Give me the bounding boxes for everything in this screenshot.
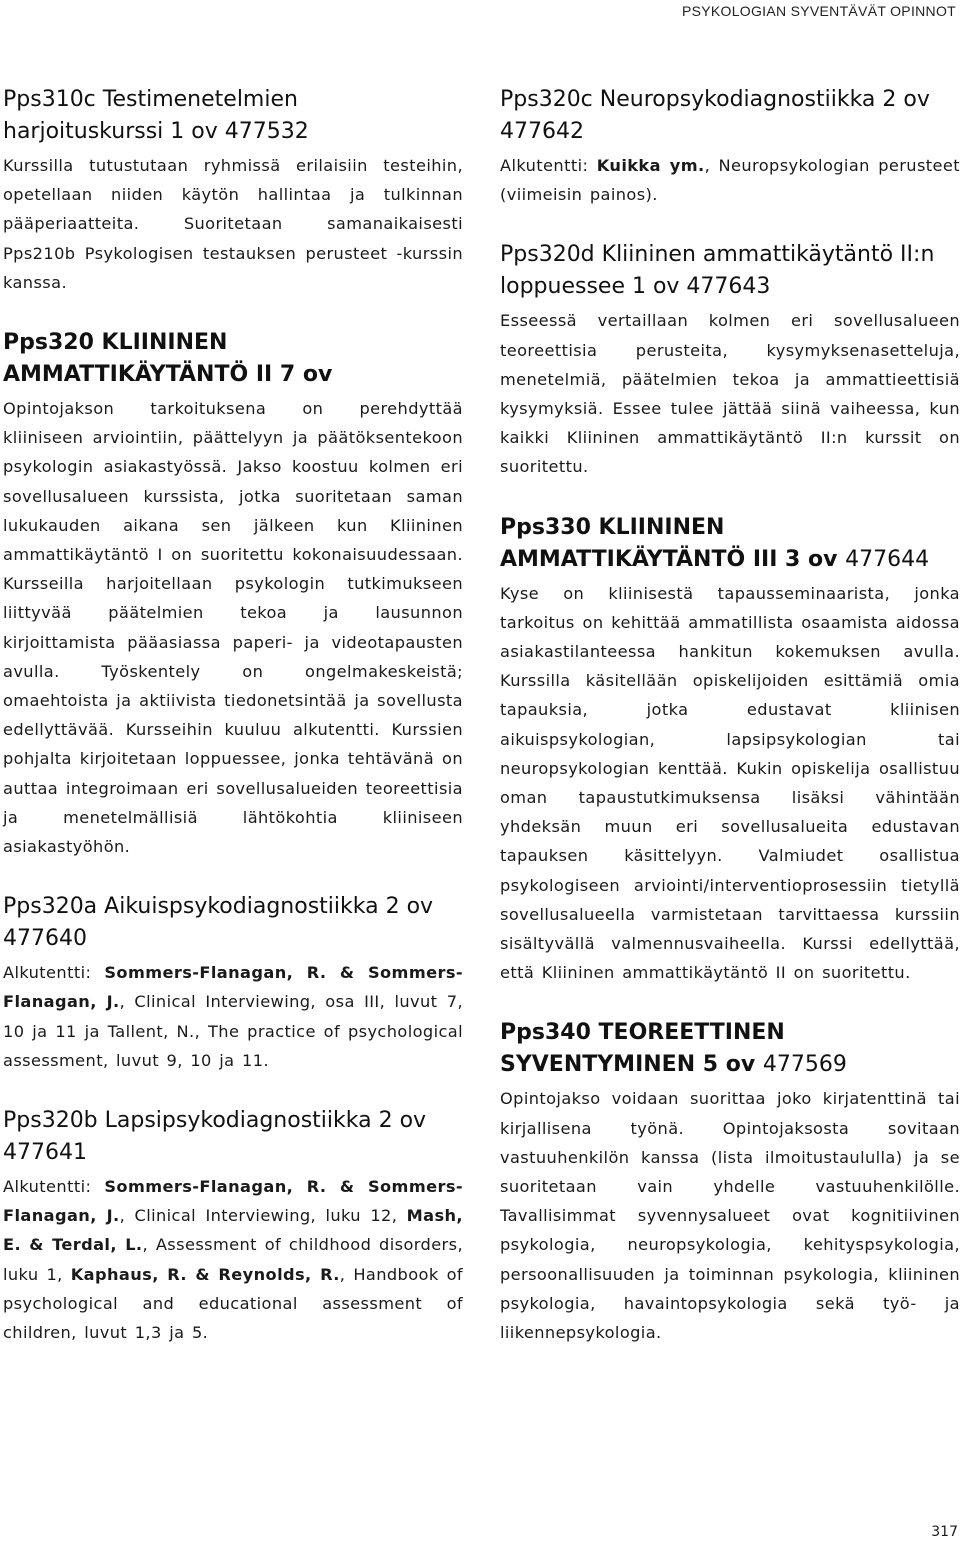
course-title [500, 512, 960, 576]
left-column [3, 84, 463, 1377]
course-title: Pps310c Testimenetelmien harjoituskurssi 1 ov 477532 [3, 87, 309, 144]
right-column [500, 84, 960, 1377]
exam-literature [3, 958, 463, 1075]
reference-text: , Handbook of psychological and educational assessment of children, luvut 1,3 ja 5. [3, 1264, 464, 1343]
course-pps320c [500, 84, 960, 209]
course-title: Pps320a Aikuispsykodiagnostiikka 2 ov 477640 [3, 894, 434, 952]
page-number: 317 [931, 1524, 958, 1540]
course-description: Opintojakso voidaan suorittaa joko kirjatenttinä tai kirjallisena työnä. Opintojaksosta sovitaan vastuuhenkilön kanssa (lista ilmoitustaululla) ja se suoritetaan vain yhdelle vastuuhenkilölle. Tavallisimmat syvennysalueet ovat kognitiivinen psykologia, neuropsykologia, kehityspsykologia, persoonallisuuden ja toiminnan psykologia, kliininen psykologia, havaintopsykologia sekä työ- ja liikennepsykologia. [500, 1089, 960, 1343]
exam-literature [3, 1172, 463, 1347]
course-title: Pps320d Kliininen ammattikäytäntö II:n loppuessee 1 ov 477643 [500, 242, 935, 300]
course-description: Esseessä vertaillaan kolmen eri sovellusalueen teoreettisia perusteita, kysymyksenasetteluja, menetelmiä, päätelmien tekoa ja ammattieettisiä kysymyksiä. Essee tulee jättää siinä vaiheessa, kun kaikki Kliininen ammattikäytäntö II:n kurssit on suoritettu. [500, 311, 960, 477]
course-pps320b [3, 1105, 463, 1347]
exam-literature [500, 151, 960, 209]
exam-label: Alkutentti: [500, 156, 589, 175]
course-code: 477569 [762, 1052, 847, 1078]
course-pps340 [500, 1017, 960, 1347]
reference-text: , Clinical Interviewing, luku 12, [119, 1206, 407, 1226]
course-title-text: Pps330 KLIININEN AMMATTIKÄYTÄNTÖ III 3 ov [500, 514, 838, 572]
course-pps320d [500, 239, 960, 481]
reference-text: , Neuropsykologian perusteet (viimeisin painos). [500, 156, 960, 205]
course-code: 477644 [845, 546, 930, 572]
course-pps320 [3, 327, 463, 861]
author-name: Sommers-Flanagan, R. & Sommers-Flanagan, J. [3, 1177, 463, 1226]
author-name: Mash, E. & Terdal, L. [3, 1206, 463, 1255]
course-description: Kurssilla tutustutaan ryhmissä erilaisiin testeihin, opetellaan niiden käytön hallintaa ja tulkinnan pääperiaatteita. Suoritetaan samanaikaisesti Pps210b Psykologisen testauksen perusteet -kurssin kanssa. [3, 156, 463, 292]
running-header: PSYKOLOGIAN SYVENTÄVÄT OPINNOT [681, 3, 956, 19]
reference-text: , Clinical Interviewing, osa III, luvut 7, 10 ja 11 ja Tallent, N., The practice of psychological assessment, luvut 9, 10 ja 11. [3, 992, 463, 1070]
course-title-text: Pps340 TEOREETTINEN SYVENTYMINEN 5 ov [500, 1020, 785, 1078]
author-name: Kuikka ym. [596, 156, 705, 175]
reference-text: , Assessment of childhood disorders, luku 1, [3, 1235, 463, 1284]
course-title: Pps320b Lapsipsykodiagnostiikka 2 ov 477641 [3, 1108, 427, 1166]
course-pps310c [3, 84, 463, 297]
course-description: Opintojakson tarkoituksena on perehdyttää kliiniseen arviointiin, päättelyyn ja päätöksentekoon psykologin asiakastyössä. Jakso koostuu kolmen eri sovellusalueen kurssista, jotka suoritetaan saman lukukauden aikana sen jälkeen kun Kliininen ammattikäytäntö I on suoritettu kokonaisuudessaan. Kursseilla harjoitellaan psykologin tutkimukseen liittyvää päätelmien tekoa ja lausunnon kirjoittamista pääasiassa paperi- ja videotapausten avulla. Työskentely on ongelmakeskeistä; omaehtoista ja aktiivista tiedonetsintää ja sovellusta edellyttävää. Kursseihin kuuluu alkutentti. Kurssien pohjalta kirjoitetaan loppuessee, jonka tehtävänä on auttaa integroimaan eri sovellusalueiden teoreettisia ja menetelmällisiä lähtökohtia kliiniseen asiakastyöhön. [3, 399, 463, 857]
author-name: Sommers-Flanagan, R. & Sommers-Flanagan, J. [3, 963, 463, 1012]
course-pps320a [3, 891, 463, 1075]
course-title [500, 1017, 960, 1081]
author-name: Kaphaus, R. & Reynolds, R. [70, 1264, 340, 1284]
course-pps330 [500, 512, 960, 988]
course-title: Pps320 KLIININEN AMMATTIKÄYTÄNTÖ II 7 ov [3, 330, 333, 388]
course-title: Pps320c Neuropsykodiagnostiikka 2 ov 477642 [500, 87, 930, 144]
exam-label: Alkutentti: [3, 1177, 92, 1197]
exam-label: Alkutentti: [3, 963, 92, 983]
course-description: Kyse on kliinisestä tapausseminaarista, jonka tarkoitus on kehittää ammatillista osaamista aidossa asiakastilanteessa hankitun kokemuksen avulla. Kurssilla käsitellään opiskelijoiden esittämiä omia tapauksia, jotka edustavat kliinisen aikuispsykologian, lapsipsykologian tai neuropsykologian kenttää. Kukin opiskelija osallistuu oman tapaustutkimuksensa lisäksi vähintään yhdeksän muun eri sovellusalueita edustavan tapauksen käsittelyyn. Valmiudet osallistua psykologiseen arviointi/interventioprosessiin tietyllä sovellusalueella varmistetaan tarvittaessa kurssiin sisältyvällä valmennusvaiheella. Kurssi edellyttää, että Kliininen ammattikäytäntö II on suoritettu. [500, 583, 960, 983]
